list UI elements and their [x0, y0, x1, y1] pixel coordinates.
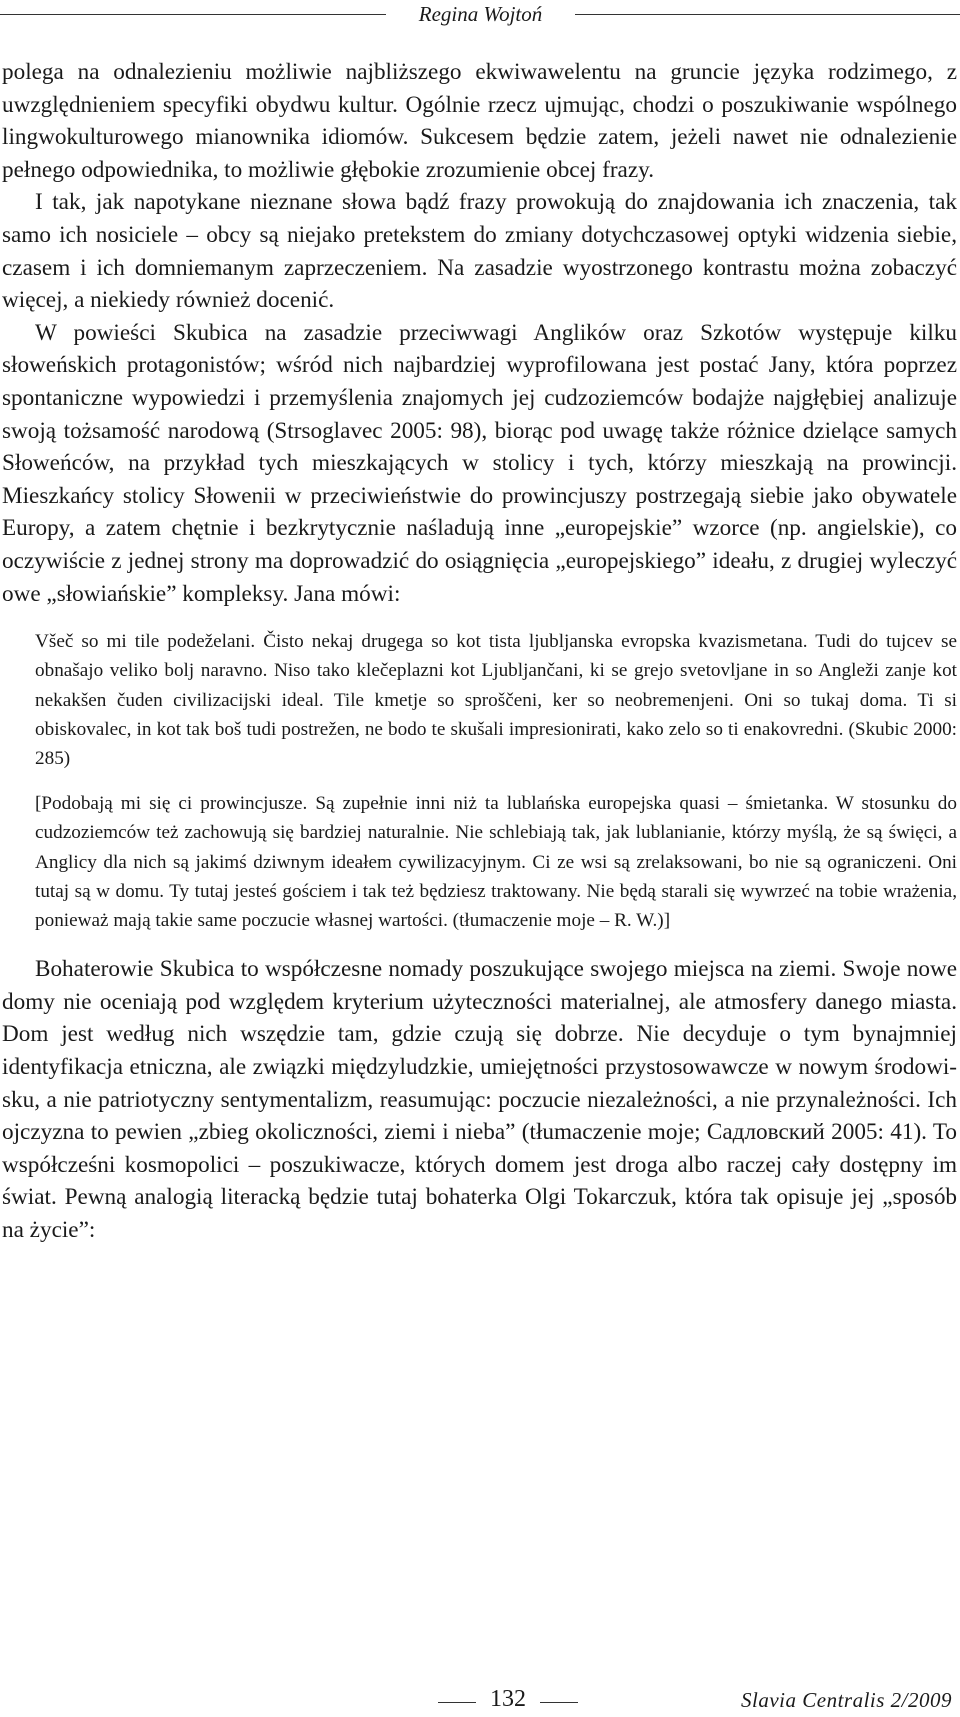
paragraph: W powieści Skubica na zasadzie przeciwwagi Anglików oraz Szkotów występuje kilku słoweńskich protagonistów; wśród nich najbardziej wyprofilowana jest postać Jany, która poprzez spontaniczne wypowiedzi i przemyślenia znajomych jej cudzoziemców bodajże najgłębiej analizuje swoją tożsamość narodową (Strsoglavec 2005: 98), biorąc pod uwagę także różnice dzielące samych Słoweńców, na przykład tych mieszkających w stolicy i tych, którzy mieszkają na prowincji. Mieszkańcy stolicy Słowenii w przeciwieństwie do prowincjuszy postrzegają siebie jako obywatele Europy, a zatem chętnie i bezkrytycznie naśladują inne „europejskie” wzorce (np. angielskie), co oczywiście z jednej strony ma doprowadzić do osiągnięcia „europejskiego” ideału, z drugiej wyleczyć owe „słowiańskie” kompleksy. Jana mówi: [2, 319, 957, 607]
header-rule-left [0, 14, 386, 15]
paragraph: Bohaterowie Skubica to współczesne nomady poszukujące swojego miejsca na ziemi. Swoje nowe domy nie oceniają pod względem kryterium użyteczności materialnej, ale atmosfery danego miasta. Dom jest według nich wszędzie tam, gdzie czują się dobrze. Nie decyduje o tym bynajmniej identyfikacja etniczna, ale związki międzyludzkie, umiejętności przystosowawcze w nowym środowisku, a nie patriotyczny sentymentalizm, reasumując: poczucie niezależności, a nie przynależności. Ich ojczyzna to pewien „zbieg okoliczności, ziemi i nieba” (tłumaczenie moje; Садловский 2005: 41). To współcześni kosmopolici – poszukiwacze, których domem jest droga albo raczej cały dostępny im świat. Pewną analogią literacką będzie tutaj bohaterka Olgi Tokarczuk, która tak opisuje jej „sposób na życie”: [2, 956, 957, 1243]
footer-dash-left [438, 1702, 476, 1703]
page-number: 132 [490, 1686, 526, 1712]
quote-original: Všeč so mi tile podeželani. Čisto nekaj drugega so kot tista ljubljanska evropska kvazismetana. Tudi do tujcev se obnašajo veliko bolj naravno. Niso tako klečeplazni kot Ljubljančani, ki se grejo svetovljane in so Angleži zanje kot nekakšen čuden civilizacijski ideal. Tile kmetje so sproščeni, ker so neobremenjeni. Oni so tukaj doma. Ti si obiskovalec, in kot tak boš tudi postrežen, ne bodo te skušali impresionirati, kako zelo so ti enakovredni. (Skubic 2000: 285) [35, 631, 957, 769]
running-header-author: Regina Wojtoń [418, 2, 543, 26]
journal-name: Slavia Centralis 2/2009 [741, 1688, 952, 1712]
paragraph: I tak, jak napotykane nieznane słowa bądź frazy prowokują do znajdowania ich znaczenia, tak samo ich nosiciele – obcy są niejako pretekstem do zmiany dotychczasowej optyki widzenia siebie, czasem i ich domniemanym zaprzeczeniem. Na zasadzie wyostrzonego kontrastu można zobaczyć więcej, a niekiedy również docenić. [2, 189, 957, 314]
quote-translation: [Podobają mi się ci prowincjusze. Są zupełnie inni niż ta lublańska europejska quasi – śmietanka. W stosunku do cudzoziemców też zachowują się bardziej naturalnie. Nie schlebiają tak, jak lublanianie, którzy myślą, że są święci, a Anglicy dla nich są jakimś dziwnym ideałem cywilizacyjnym. Ci ze wsi są zrelaksowani, bo nie są ograniczeni. Oni tutaj są w domu. Ty tutaj jesteś gościem i tak też będziesz traktowany. Nie będą starali się wywrzeć na tobie wrażenia, ponieważ mają takie same poczucie własnej wartości. (tłumaczenie moje – R. W.)] [35, 793, 957, 931]
page-footer [0, 1683, 960, 1715]
main-text [2, 56, 957, 1246]
text-after-quote [2, 953, 957, 1246]
block-quote [35, 627, 957, 935]
header-rule-right [575, 14, 960, 15]
running-header [0, 0, 960, 30]
footer-dash-right [540, 1702, 578, 1703]
paragraph-continued: polega na odnalezieniu możliwie najbliższego ekwiwawelentu na gruncie języka rodzimego, z uwzględnieniem specyfiki obydwu kultur. Ogólnie rzecz ujmując, chodzi o poszukiwanie wspólnego lingwokulturowego mianownika idiomów. Sukcesem będzie zatem, jeżeli nawet nie odnalezienie pełnego odpowiednika, to możliwie głębokie zrozumienie obcej frazy. [2, 59, 957, 183]
